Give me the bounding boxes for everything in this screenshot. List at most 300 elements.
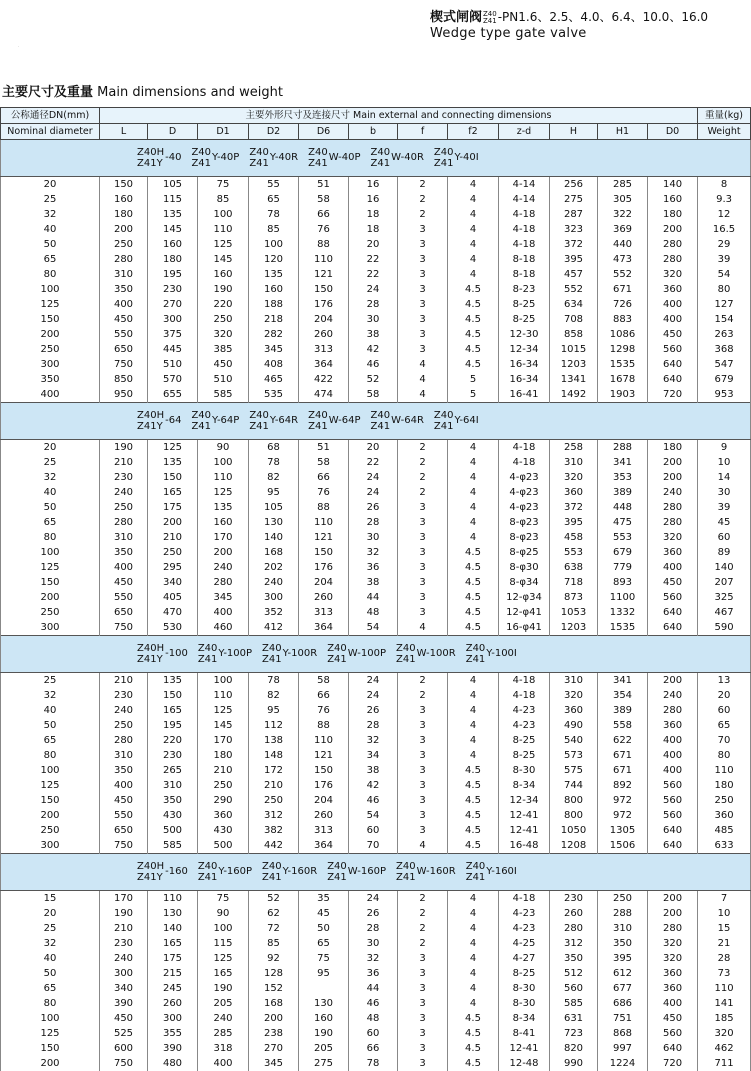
dimension-cell: 250	[148, 545, 198, 560]
dimension-cell: 560	[648, 793, 698, 808]
dimension-cell: 8-18	[499, 267, 550, 282]
dimension-cell: 1506	[598, 838, 648, 854]
dimension-cell: 8-23	[499, 282, 550, 297]
dn-cell: 65	[1, 733, 100, 748]
dimension-cell: 20	[349, 440, 398, 456]
dimension-cell: 168	[249, 996, 299, 1011]
dimension-cell: 22	[349, 455, 398, 470]
dimension-cell: 4.5	[448, 560, 499, 575]
dimension-cell: 4	[398, 838, 448, 854]
dimension-cell: 28	[349, 921, 398, 936]
dimension-cell: 465	[249, 372, 299, 387]
model-band-row	[1, 140, 751, 177]
dn-cell: 50	[1, 718, 100, 733]
dimension-cell: 170	[198, 530, 249, 545]
dims-group-header: 主要外形尺寸及连接尺寸 Main external and connecting dimensions	[100, 108, 698, 124]
dimension-cell: 640	[648, 620, 698, 636]
dimension-cell: 550	[100, 590, 148, 605]
dimension-cell: 52	[249, 891, 299, 907]
dimension-cell: 4	[398, 357, 448, 372]
dimension-cell: 290	[198, 793, 249, 808]
dn-cell: 125	[1, 560, 100, 575]
model-code-stack	[198, 861, 218, 883]
dimension-cell: 1203	[550, 357, 598, 372]
dimension-cell: 4.5	[448, 327, 499, 342]
dimension-cell: 671	[598, 763, 648, 778]
dimension-cell: 300	[148, 1011, 198, 1026]
model-code-suffix: -100	[165, 647, 188, 661]
dimension-cell: 12-41	[499, 823, 550, 838]
model-code-stack	[466, 643, 486, 665]
dimension-cell: 4	[448, 267, 499, 282]
weight-cell: 28	[698, 951, 751, 966]
model-code	[466, 643, 517, 665]
dimension-cell: 75	[198, 177, 249, 193]
dimension-cell: 287	[550, 207, 598, 222]
model-code-suffix: Y-40P	[212, 151, 239, 165]
dimension-cell: 180	[148, 252, 198, 267]
model-code-suffix: W-40R	[391, 151, 424, 165]
model-code-bottom: Z41	[198, 872, 218, 883]
dimension-cell: 560	[648, 342, 698, 357]
dimension-cell: 560	[648, 590, 698, 605]
dn-cell: 40	[1, 951, 100, 966]
column-header: H1	[598, 124, 648, 140]
model-code-stack	[308, 410, 328, 432]
dimension-cell: 280	[648, 515, 698, 530]
dimension-cell: 4	[448, 748, 499, 763]
dimension-cell: 430	[198, 823, 249, 838]
dimension-cell: 412	[249, 620, 299, 636]
dimension-cell: 312	[249, 808, 299, 823]
dimension-cell: 1298	[598, 342, 648, 357]
dimension-cell: 16	[349, 177, 398, 193]
table-row	[1, 222, 751, 237]
dimension-cell: 720	[648, 387, 698, 403]
dn-cell: 400	[1, 387, 100, 403]
dimension-cell: 22	[349, 267, 398, 282]
column-header: D	[148, 124, 198, 140]
dimension-cell: 4	[448, 703, 499, 718]
dimension-cell: 188	[249, 297, 299, 312]
dimension-cell: 138	[249, 733, 299, 748]
dn-cell: 300	[1, 620, 100, 636]
dn-cell: 250	[1, 605, 100, 620]
dimension-cell: 3	[398, 530, 448, 545]
dimension-cell: 4.5	[448, 312, 499, 327]
dimension-cell: 190	[100, 906, 148, 921]
model-code-bottom: Z41	[466, 872, 486, 883]
model-code-top: Z40	[262, 643, 282, 654]
dimension-cell: 873	[550, 590, 598, 605]
model-code-top: Z40H	[137, 643, 164, 654]
dimension-cell: 5	[448, 372, 499, 387]
dimension-cell: 145	[198, 718, 249, 733]
weight-cell: 10	[698, 455, 751, 470]
model-band	[1, 854, 751, 891]
dimension-cell: 4-27	[499, 951, 550, 966]
table-row	[1, 560, 751, 575]
model-code-suffix: W-100R	[417, 647, 456, 661]
dimension-cell: 3	[398, 342, 448, 357]
dimension-cell: 100	[198, 207, 249, 222]
dimension-cell: 85	[198, 192, 249, 207]
dimension-cell: 341	[598, 455, 648, 470]
dimension-cell: 3	[398, 545, 448, 560]
dimension-cell: 260	[550, 906, 598, 921]
dimension-cell: 24	[349, 282, 398, 297]
dimension-cell: 4	[448, 192, 499, 207]
model-code-suffix: W-64P	[329, 414, 361, 428]
dimension-cell: 195	[148, 718, 198, 733]
model-code-bottom: Z41	[308, 421, 328, 432]
model-code	[191, 147, 239, 169]
model-code	[434, 410, 479, 432]
dimension-cell: 500	[148, 823, 198, 838]
dimension-cell: 280	[100, 733, 148, 748]
model-code-bottom: Z41	[198, 654, 218, 665]
weight-cell: 29	[698, 237, 751, 252]
weight-cell: 39	[698, 500, 751, 515]
dimension-cell: 88	[299, 500, 349, 515]
weight-cell: 70	[698, 733, 751, 748]
dimension-cell: 35	[299, 891, 349, 907]
dimension-cell: 350	[148, 793, 198, 808]
dimension-cell: 100	[198, 673, 249, 689]
dimension-cell: 238	[249, 1026, 299, 1041]
dn-cell: 250	[1, 342, 100, 357]
dimension-cell: 172	[249, 763, 299, 778]
dimension-cell: 50	[299, 921, 349, 936]
weight-cell: 360	[698, 808, 751, 823]
model-code-suffix: Y-40I	[454, 151, 478, 165]
model-code-suffix: Y-64P	[212, 414, 239, 428]
dimension-cell: 200	[100, 222, 148, 237]
dimension-cell: 473	[598, 252, 648, 267]
table-row	[1, 515, 751, 530]
table-row	[1, 1056, 751, 1071]
dimension-cell: 353	[598, 470, 648, 485]
model-code-top: Z40	[327, 861, 347, 872]
model-code-bottom: Z41	[327, 872, 347, 883]
dimension-cell: 16-φ41	[499, 620, 550, 636]
table-row	[1, 312, 751, 327]
dimension-cell: 893	[598, 575, 648, 590]
table-row	[1, 748, 751, 763]
dn-cell: 32	[1, 207, 100, 222]
dimension-cell: 280	[100, 515, 148, 530]
dimension-cell: 552	[598, 267, 648, 282]
dn-cell: 350	[1, 372, 100, 387]
dimension-cell: 1535	[598, 620, 648, 636]
dimension-cell: 150	[299, 282, 349, 297]
dimension-cell: 5	[448, 387, 499, 403]
dimension-cell: 260	[148, 996, 198, 1011]
dimension-cell: 105	[148, 177, 198, 193]
dimension-cell: 130	[249, 515, 299, 530]
dimension-cell: 200	[648, 891, 698, 907]
column-header: D1	[198, 124, 249, 140]
dimension-cell: 200	[648, 455, 698, 470]
dimension-cell: 204	[299, 793, 349, 808]
dimension-cell: 450	[648, 327, 698, 342]
dimension-cell: 640	[648, 357, 698, 372]
dimension-cell: 4-18	[499, 222, 550, 237]
model-list	[1, 637, 750, 671]
model-band	[1, 636, 751, 673]
dimension-cell: 8-25	[499, 966, 550, 981]
column-header: b	[349, 124, 398, 140]
model-code-bottom: Z41Y	[137, 872, 164, 883]
column-header: z-d	[499, 124, 550, 140]
dimension-cell: 389	[598, 703, 648, 718]
dimension-cell: 58	[349, 387, 398, 403]
dimension-cell: 3	[398, 763, 448, 778]
dimension-cell: 130	[299, 996, 349, 1011]
dimension-cell: 671	[598, 748, 648, 763]
model-code-top: Z40	[434, 147, 454, 158]
dimension-cell: 400	[648, 733, 698, 748]
dimension-cell: 78	[249, 455, 299, 470]
dimension-cell: 450	[100, 1011, 148, 1026]
dimension-cell: 152	[249, 981, 299, 996]
dimension-cell: 176	[299, 560, 349, 575]
dimension-cell: 360	[648, 981, 698, 996]
dimension-cell: 638	[550, 560, 598, 575]
dimension-cell: 105	[249, 500, 299, 515]
dimension-cell: 280	[648, 500, 698, 515]
dimension-cell: 300	[148, 312, 198, 327]
dimension-cell: 858	[550, 327, 598, 342]
dimension-cell: 634	[550, 297, 598, 312]
dimension-cell: 48	[349, 1011, 398, 1026]
dimension-cell: 210	[148, 530, 198, 545]
dimension-cell: 16-48	[499, 838, 550, 854]
dn-cell: 300	[1, 357, 100, 372]
dimension-cell: 95	[249, 703, 299, 718]
dimension-cell: 390	[148, 1041, 198, 1056]
model-code-stack	[137, 861, 164, 883]
dimension-cell: 2	[398, 177, 448, 193]
dimension-cell: 205	[299, 1041, 349, 1056]
table-row	[1, 282, 751, 297]
section-title-en: Main dimensions and weight	[97, 85, 283, 100]
dimension-cell: 475	[598, 515, 648, 530]
dimension-cell: 490	[550, 718, 598, 733]
dimension-cell: 240	[100, 951, 148, 966]
dimension-cell: 631	[550, 1011, 598, 1026]
dimension-cell: 553	[598, 530, 648, 545]
dimension-cell: 60	[349, 1026, 398, 1041]
dimension-cell: 1224	[598, 1056, 648, 1071]
dimension-cell: 75	[198, 891, 249, 907]
dimension-cell: 480	[148, 1056, 198, 1071]
model-code-stack	[396, 861, 416, 883]
dimension-cell: 4-φ23	[499, 500, 550, 515]
dimension-cell: 100	[198, 921, 249, 936]
dimension-cell: 175	[148, 951, 198, 966]
dimension-cell: 4.5	[448, 282, 499, 297]
dimension-cell: 442	[249, 838, 299, 854]
dimension-cell: 750	[100, 620, 148, 636]
dimension-cell: 4-φ23	[499, 485, 550, 500]
dimension-cell: 3	[398, 703, 448, 718]
dimension-cell: 3	[398, 282, 448, 297]
table-row	[1, 906, 751, 921]
dimension-cell: 75	[299, 951, 349, 966]
model-code-stack	[308, 147, 328, 169]
header-title-en: Wedge type gate valve	[430, 26, 700, 41]
dimension-cell: 4	[448, 951, 499, 966]
dimension-cell: 360	[550, 485, 598, 500]
dimension-cell: 400	[648, 297, 698, 312]
dimension-cell: 4	[448, 237, 499, 252]
table-row	[1, 688, 751, 703]
dn-cell: 80	[1, 748, 100, 763]
model-code-top: Z40	[262, 861, 282, 872]
dimension-cell: 36	[349, 560, 398, 575]
dn-cell: 25	[1, 673, 100, 689]
dimension-cell: 150	[100, 177, 148, 193]
dimension-cell: 440	[598, 237, 648, 252]
dimension-cell: 372	[550, 237, 598, 252]
table-row	[1, 951, 751, 966]
dimension-cell: 200	[648, 222, 698, 237]
dimension-cell: 160	[100, 192, 148, 207]
dimension-cell: 2	[398, 207, 448, 222]
dimension-cell: 54	[349, 620, 398, 636]
dimension-cell: 52	[349, 372, 398, 387]
model-code-suffix: -160	[165, 865, 188, 879]
dimension-cell: 275	[299, 1056, 349, 1071]
dimension-cell: 400	[648, 748, 698, 763]
dimension-cell: 135	[148, 673, 198, 689]
dn-cell: 300	[1, 838, 100, 854]
dimension-cell: 112	[249, 718, 299, 733]
dimension-cell: 575	[550, 763, 598, 778]
dimension-cell: 175	[148, 500, 198, 515]
dimension-cell: 190	[100, 440, 148, 456]
table-body	[1, 140, 751, 1071]
dimension-cell: 640	[648, 823, 698, 838]
dimension-cell: 950	[100, 387, 148, 403]
dimension-cell: 470	[148, 605, 198, 620]
table-row	[1, 237, 751, 252]
dimension-cell: 355	[148, 1026, 198, 1041]
dn-cell: 50	[1, 237, 100, 252]
dn-cell: 100	[1, 1011, 100, 1026]
model-code-suffix: Y-64I	[454, 414, 478, 428]
dimension-cell: 4-18	[499, 891, 550, 907]
model-code-stack	[191, 410, 211, 432]
dimension-cell: 1305	[598, 823, 648, 838]
dimension-cell: 1535	[598, 357, 648, 372]
dimension-cell: 4.5	[448, 342, 499, 357]
dimension-cell: 32	[349, 951, 398, 966]
weight-cell: 7	[698, 891, 751, 907]
dimension-cell: 2	[398, 688, 448, 703]
dimension-cell: 4.5	[448, 297, 499, 312]
model-code-suffix: Y-100P	[218, 647, 252, 661]
dimension-cell: 390	[100, 996, 148, 1011]
model-code-stack	[327, 643, 347, 665]
dimension-cell: 972	[598, 793, 648, 808]
dimension-cell: 121	[299, 748, 349, 763]
header-title-line	[430, 6, 700, 24]
dn-cell: 65	[1, 252, 100, 267]
dimension-cell: 24	[349, 891, 398, 907]
dimension-cell: 24	[349, 673, 398, 689]
dimension-cell: 280	[198, 575, 249, 590]
dimension-cell: 200	[648, 470, 698, 485]
dimension-cell: 128	[249, 966, 299, 981]
dimension-cell: 28	[349, 515, 398, 530]
dimension-cell: 280	[648, 252, 698, 267]
model-code-top: Z40	[249, 147, 269, 158]
dimension-cell: 553	[550, 545, 598, 560]
dimension-cell: 285	[598, 177, 648, 193]
weight-cell: 16.5	[698, 222, 751, 237]
dimension-cell: 180	[648, 440, 698, 456]
dimension-cell: 2	[398, 470, 448, 485]
dn-cell: 40	[1, 485, 100, 500]
table-row	[1, 605, 751, 620]
dimension-cell: 300	[249, 590, 299, 605]
dimension-cell: 190	[299, 1026, 349, 1041]
table-row	[1, 1011, 751, 1026]
weight-header-en: Weight	[698, 124, 751, 140]
model-code-bottom: Z41	[191, 421, 211, 432]
dimension-cell: 135	[249, 267, 299, 282]
dimension-cell: 460	[198, 620, 249, 636]
weight-cell: 263	[698, 327, 751, 342]
model-code-top: Z40H	[137, 147, 164, 158]
dimension-cell: 4.5	[448, 605, 499, 620]
dimension-cell: 320	[550, 470, 598, 485]
dimension-cell: 585	[198, 387, 249, 403]
model-code	[262, 643, 317, 665]
dimension-cell: 210	[100, 455, 148, 470]
model-code	[434, 147, 479, 169]
model-code	[137, 643, 188, 665]
model-code-stack	[249, 147, 269, 169]
dimension-cell: 125	[198, 237, 249, 252]
dimension-cell: 310	[148, 778, 198, 793]
dimension-cell: 288	[598, 440, 648, 456]
model-code	[308, 410, 360, 432]
dimension-cell: 245	[148, 981, 198, 996]
model-code-bottom: Z41	[327, 654, 347, 665]
dimension-cell: 585	[550, 996, 598, 1011]
model-code-suffix: Y-100I	[486, 647, 517, 661]
dimension-cell: 160	[148, 237, 198, 252]
table-row	[1, 545, 751, 560]
dimension-cell: 400	[198, 1056, 249, 1071]
dimension-cell: 800	[550, 808, 598, 823]
dimension-cell: 282	[249, 327, 299, 342]
dn-cell: 50	[1, 500, 100, 515]
dimension-cell: 4	[448, 485, 499, 500]
dimension-cell: 350	[100, 282, 148, 297]
dimension-cell: 550	[100, 808, 148, 823]
model-code-bottom: Z41	[191, 158, 211, 169]
dimension-cell: 55	[249, 177, 299, 193]
dimension-cell: 220	[198, 297, 249, 312]
dimension-cell: 275	[550, 192, 598, 207]
dimension-cell: 24	[349, 470, 398, 485]
dimension-cell: 130	[148, 906, 198, 921]
dimension-cell: 220	[148, 733, 198, 748]
